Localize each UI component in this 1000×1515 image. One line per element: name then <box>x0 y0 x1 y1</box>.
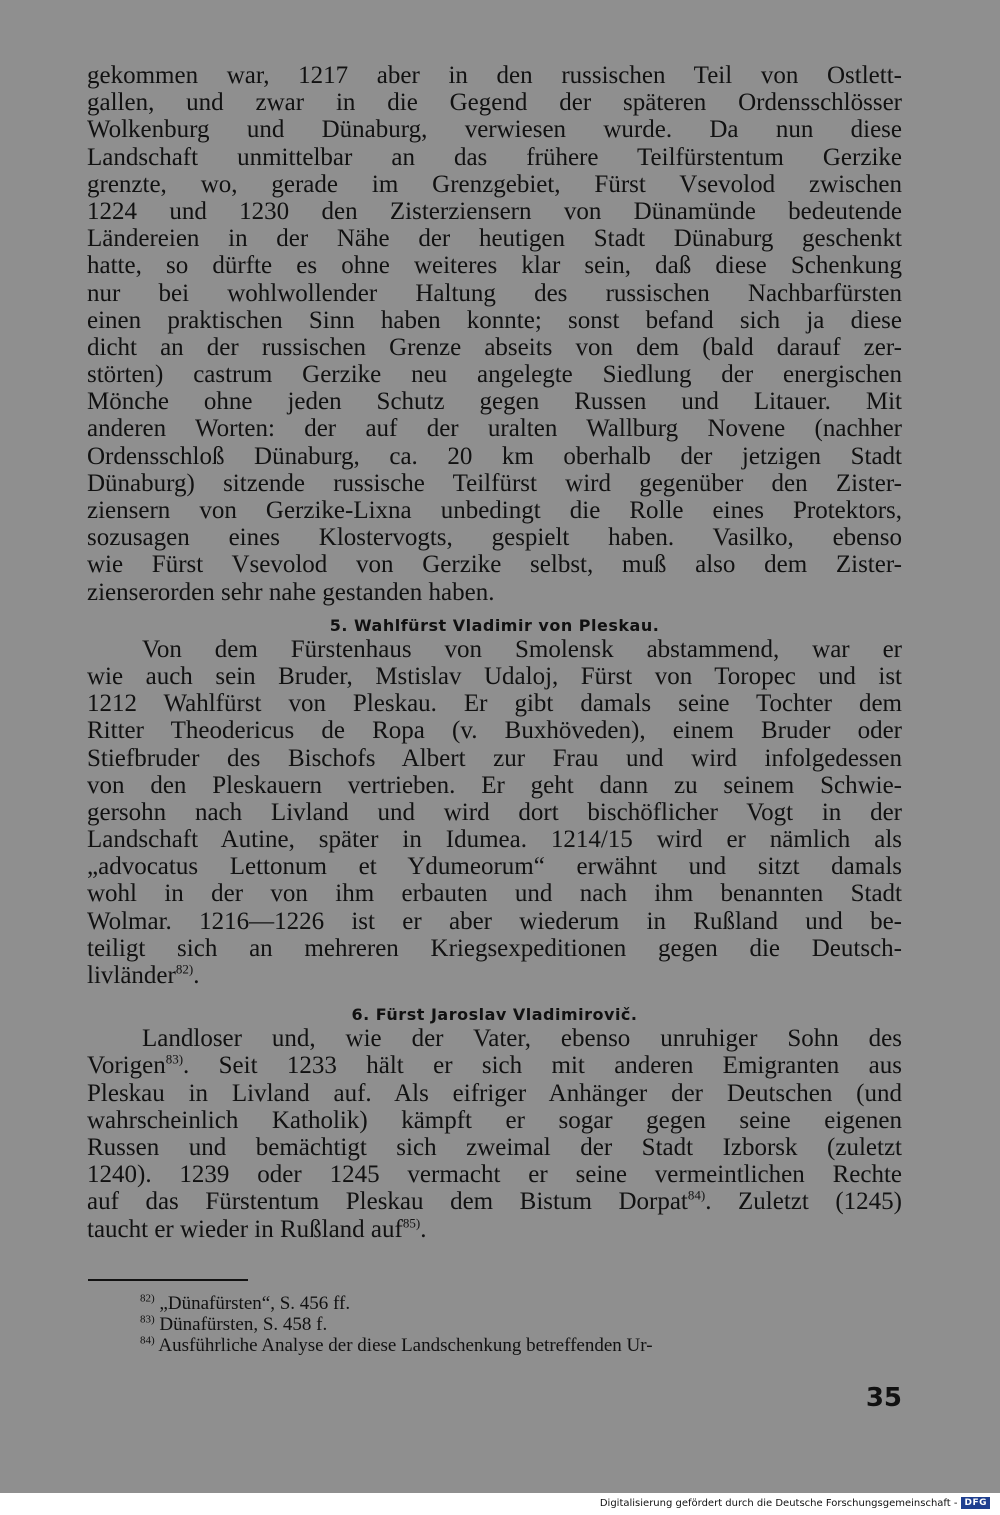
text-line: Ritter Theodericus de Ropa (v. Buxhöveden), einem Bruder oder <box>87 717 902 745</box>
text-line: gekommen war, 1217 aber in den russischen Teil von Ostlett- <box>87 62 902 89</box>
text-line: sozusagen eines Klostervogts, gespielt haben. Vasilko, ebenso <box>87 524 902 552</box>
paragraph-3 <box>87 1025 902 1243</box>
text-line: zienserorden sehr nahe gestanden haben. <box>87 578 495 606</box>
page-number: 35 <box>865 1383 902 1413</box>
text-line: von den Pleskauern vertrieben. Er geht dann zu seinem Schwie- <box>87 771 902 799</box>
text-line <box>87 1052 902 1079</box>
text-fragment: . <box>193 962 200 989</box>
footnote-ref: 84) <box>687 1188 706 1203</box>
text-line: einen praktischen Sinn haben konnte; sonst befand sich ja diese <box>87 306 902 334</box>
text-line <box>87 1216 902 1243</box>
dfg-logo: DFG <box>961 1497 990 1509</box>
footnote-text: „Dünafürsten“, S. 456 ff. <box>159 1293 351 1314</box>
footnote-number: 82) <box>140 1292 155 1305</box>
text-line: wahrscheinlich Katholik) kämpft er sogar gegen seine eigenen <box>87 1106 902 1134</box>
footnote-divider <box>88 1279 248 1281</box>
text-line: Russen und bemächtigt sich zweimal der Stadt Izborsk (zuletzt <box>87 1133 902 1161</box>
text-line: teiligt sich an mehreren Kriegsexpeditionen gegen die Deutsch- <box>87 934 902 962</box>
text-line: Ländereien in der Nähe der heutigen Stadt Dünaburg geschenkt <box>87 225 902 253</box>
text-line: Landschaft Autine, später in Idumea. 1214/15 wird er nämlich als <box>87 826 902 854</box>
main-text <box>87 62 902 1243</box>
footnote <box>140 1314 903 1335</box>
footnote <box>140 1335 903 1356</box>
text-line: störten) castrum Gerzike neu angelegte Siedlung der energischen <box>87 361 902 389</box>
paragraph-1 <box>87 62 902 606</box>
text-line: nur bei wohlwollender Haltung des russischen Nachbarfürsten <box>87 279 902 307</box>
text-line: Ordensschloß Dünaburg, ca. 20 km oberhalb der jetzigen Stadt <box>87 442 902 470</box>
text-line: 1212 Wahlfürst von Pleskau. Er gibt damals seine Tochter dem <box>87 690 902 718</box>
text-line: wie Fürst Vsevolod von Gerzike selbst, muß also dem Zister- <box>87 551 902 579</box>
text-line: Dünaburg) sitzende russische Teilfürst wird gegenüber den Zister- <box>87 469 902 497</box>
text-fragment: taucht er wieder in Rußland auf <box>87 1215 403 1243</box>
text-fragment: auf das Fürstentum Pleskau dem Bistum Dorpat <box>87 1188 688 1216</box>
footnote-text: Ausführliche Analyse der diese Landschenkung betreffenden Ur- <box>158 1335 653 1356</box>
text-fragment: Vorigen <box>87 1052 166 1080</box>
text-line: ziensern von Gerzike-Lixna unbedingt die Rolle eines Protektors, <box>87 497 902 524</box>
text-line: Mönche ohne jeden Schutz gegen Russen und Litauer. Mit <box>87 388 902 416</box>
text-line: anderen Worten: der auf der uralten Wallburg Novene (nachher <box>87 415 902 443</box>
footnote-ref: 83) <box>165 1052 184 1068</box>
footnote-ref: 85) <box>402 1215 421 1231</box>
text-line: Wolmar. 1216—1226 ist er aber wiederum in Rußland und be- <box>87 907 902 935</box>
footnote-text: Dünafürsten, S. 458 f. <box>159 1314 328 1335</box>
section-heading: 6. Fürst Jaroslav Vladimirovič. <box>351 1005 638 1025</box>
text-line: hatte, so dürfte es ohne weiteres klar sein, daß diese Schenkung <box>87 252 902 280</box>
text-line: „advocatus Lettonum et Ydumeorum“ erwähnt und sitzt damals <box>87 853 902 881</box>
credit-text: Digitalisierung gefördert durch die Deutsche Forschungsgemeinschaft - <box>599 1497 958 1509</box>
text-line: Von dem Fürstenhaus von Smolensk abstammend, war er <box>142 635 902 663</box>
text-line: 1240). 1239 oder 1245 vermacht er seine vermeintlichen Rechte <box>87 1161 902 1189</box>
text-fragment: . Seit 1233 hält er sich mit anderen Emigranten aus <box>183 1052 902 1080</box>
paragraph-2 <box>87 636 902 989</box>
text-fragment: . <box>420 1215 427 1243</box>
footnote-ref: 82) <box>175 962 194 977</box>
footnote-number: 83) <box>140 1313 155 1326</box>
text-line: Wolkenburg und Dünaburg, verwiesen wurde. Da nun diese <box>87 116 902 144</box>
footnote <box>140 1293 903 1314</box>
text-line: gersohn nach Livland und wird dort bischöflicher Vogt in der <box>87 798 902 826</box>
text-line: wie auch sein Bruder, Mstislav Udaloj, Fürst von Toropec und ist <box>87 662 902 690</box>
footnotes <box>140 1293 903 1356</box>
text-line: Landschaft unmittelbar an das frühere Teilfürstentum Gerzike <box>87 143 902 171</box>
text-line: dicht an der russischen Grenze abseits von dem (bald darauf zer- <box>87 333 902 361</box>
text-line: gallen, und zwar in die Gegend der späteren Ordensschlösser <box>87 89 902 117</box>
text-line: 1224 und 1230 den Zisterziensern von Dünamünde bedeutende <box>87 197 902 225</box>
footnote-number: 84) <box>140 1334 155 1347</box>
text-line: Stiefbruder des Bischofs Albert zur Frau und wird infolgedessen <box>87 744 902 772</box>
text-line: wohl in der von ihm erbauten und nach ihm benannten Stadt <box>87 880 902 908</box>
text-line: Pleskau in Livland auf. Als eifriger Anhänger der Deutschen (und <box>87 1079 902 1107</box>
section-heading: 5. Wahlfürst Vladimir von Pleskau. <box>329 615 660 635</box>
text-line: grenzte, wo, gerade im Grenzgebiet, Fürst Vsevolod zwischen <box>87 170 902 198</box>
text-fragment: livländer <box>87 962 176 989</box>
text-line <box>87 1188 902 1215</box>
text-line: Landloser und, wie der Vater, ebenso unruhiger Sohn des <box>142 1025 902 1053</box>
text-fragment: . Zuletzt (1245) <box>705 1188 902 1216</box>
digitization-credit <box>600 1497 990 1509</box>
text-line <box>87 962 902 989</box>
